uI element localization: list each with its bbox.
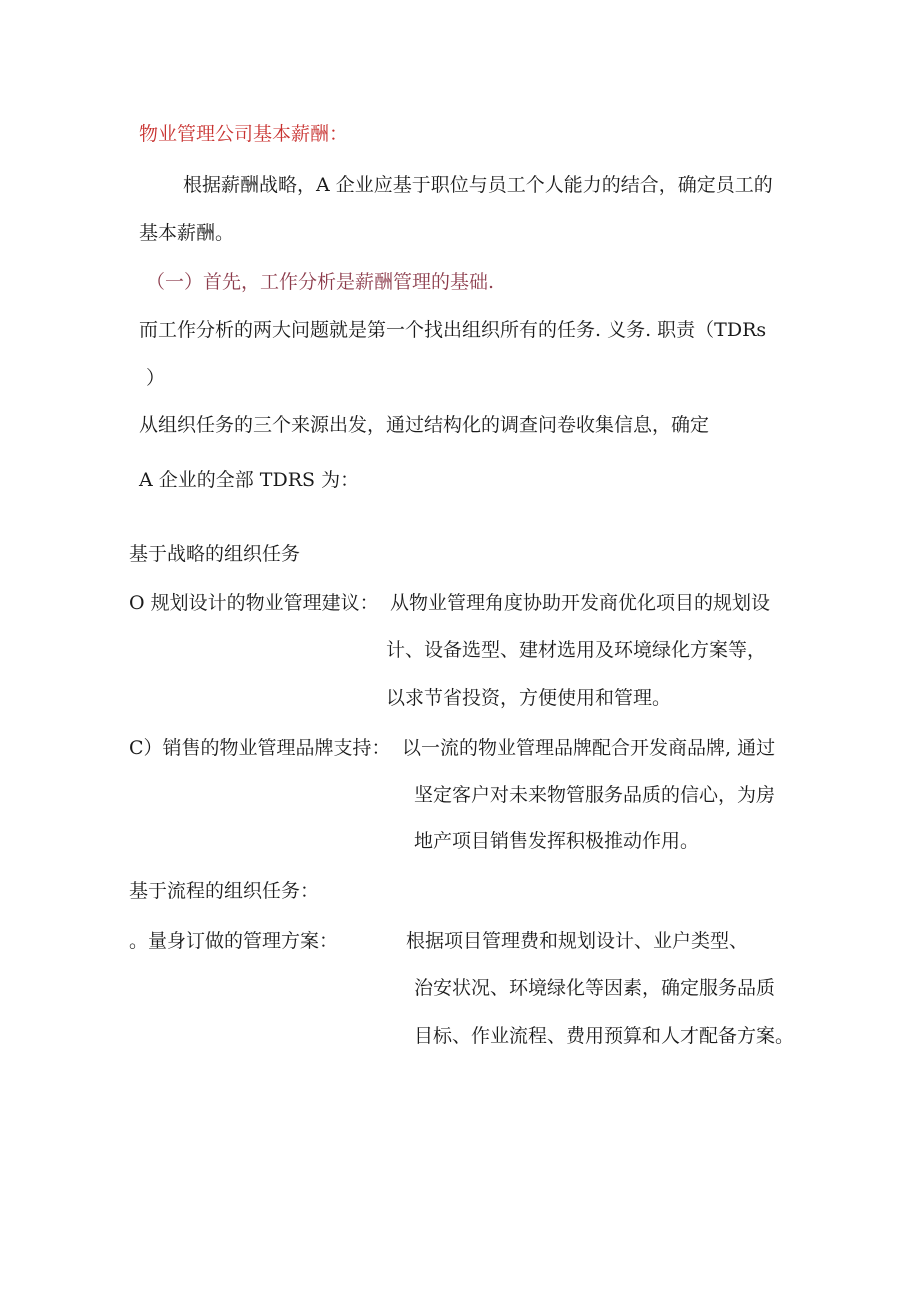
- task-item-label: O 规划设计的物业管理建议：: [129, 592, 379, 614]
- task-item-line-1: 以一流的物业管理品牌配合开发商品牌, 通过: [402, 737, 776, 759]
- intro-line-1: 根据薪酬战略，A 企业应基于职位与员工个人能力的结合，确定员工的: [183, 174, 773, 196]
- task-item-line-3: 以求节省投资，方便使用和管理。: [386, 687, 672, 709]
- para-2-line-2: A 企业的全部 TDRS 为：: [139, 469, 360, 491]
- task-item-line-1: 从物业管理角度协助开发商优化项目的规划设: [390, 592, 771, 614]
- section-1-title: （一）首先，工作分析是薪酬管理的基础.: [146, 271, 495, 293]
- task-item-line-2: 治安状况、环境绿化等因素，确定服务品质: [414, 977, 776, 999]
- task-item-line-1: 根据项目管理费和规划设计、业户类型、: [406, 930, 749, 952]
- task-item-line-3: 地产项目销售发挥积极推动作用。: [414, 830, 700, 852]
- para-2-line-1: 从组织任务的三个来源出发，通过结构化的调查问卷收集信息，确定: [139, 414, 710, 436]
- para-1-line-2: ）: [146, 367, 166, 389]
- task-item-line-2: 计、设备选型、建材选用及环境绿化方案等，: [386, 639, 767, 661]
- task-item-line-3: 目标、作业流程、费用预算和人才配备方案。: [414, 1025, 795, 1047]
- strategy-tasks-title: 基于战略的组织任务: [129, 543, 301, 565]
- task-item-label: C）销售的物业管理品牌支持：: [129, 737, 391, 759]
- para-1-line-1: 而工作分析的两大问题就是第一个找出组织所有的任务. 义务. 职责（TDRs: [139, 319, 767, 341]
- process-tasks-title: 基于流程的组织任务：: [129, 880, 320, 902]
- task-item-label: 。量身订做的管理方案：: [129, 930, 339, 952]
- page-heading: 物业管理公司基本薪酬：: [139, 123, 349, 145]
- task-item-line-2: 坚定客户对未来物管服务品质的信心，为房: [414, 784, 776, 806]
- intro-line-2: 基本薪酬。: [139, 222, 235, 244]
